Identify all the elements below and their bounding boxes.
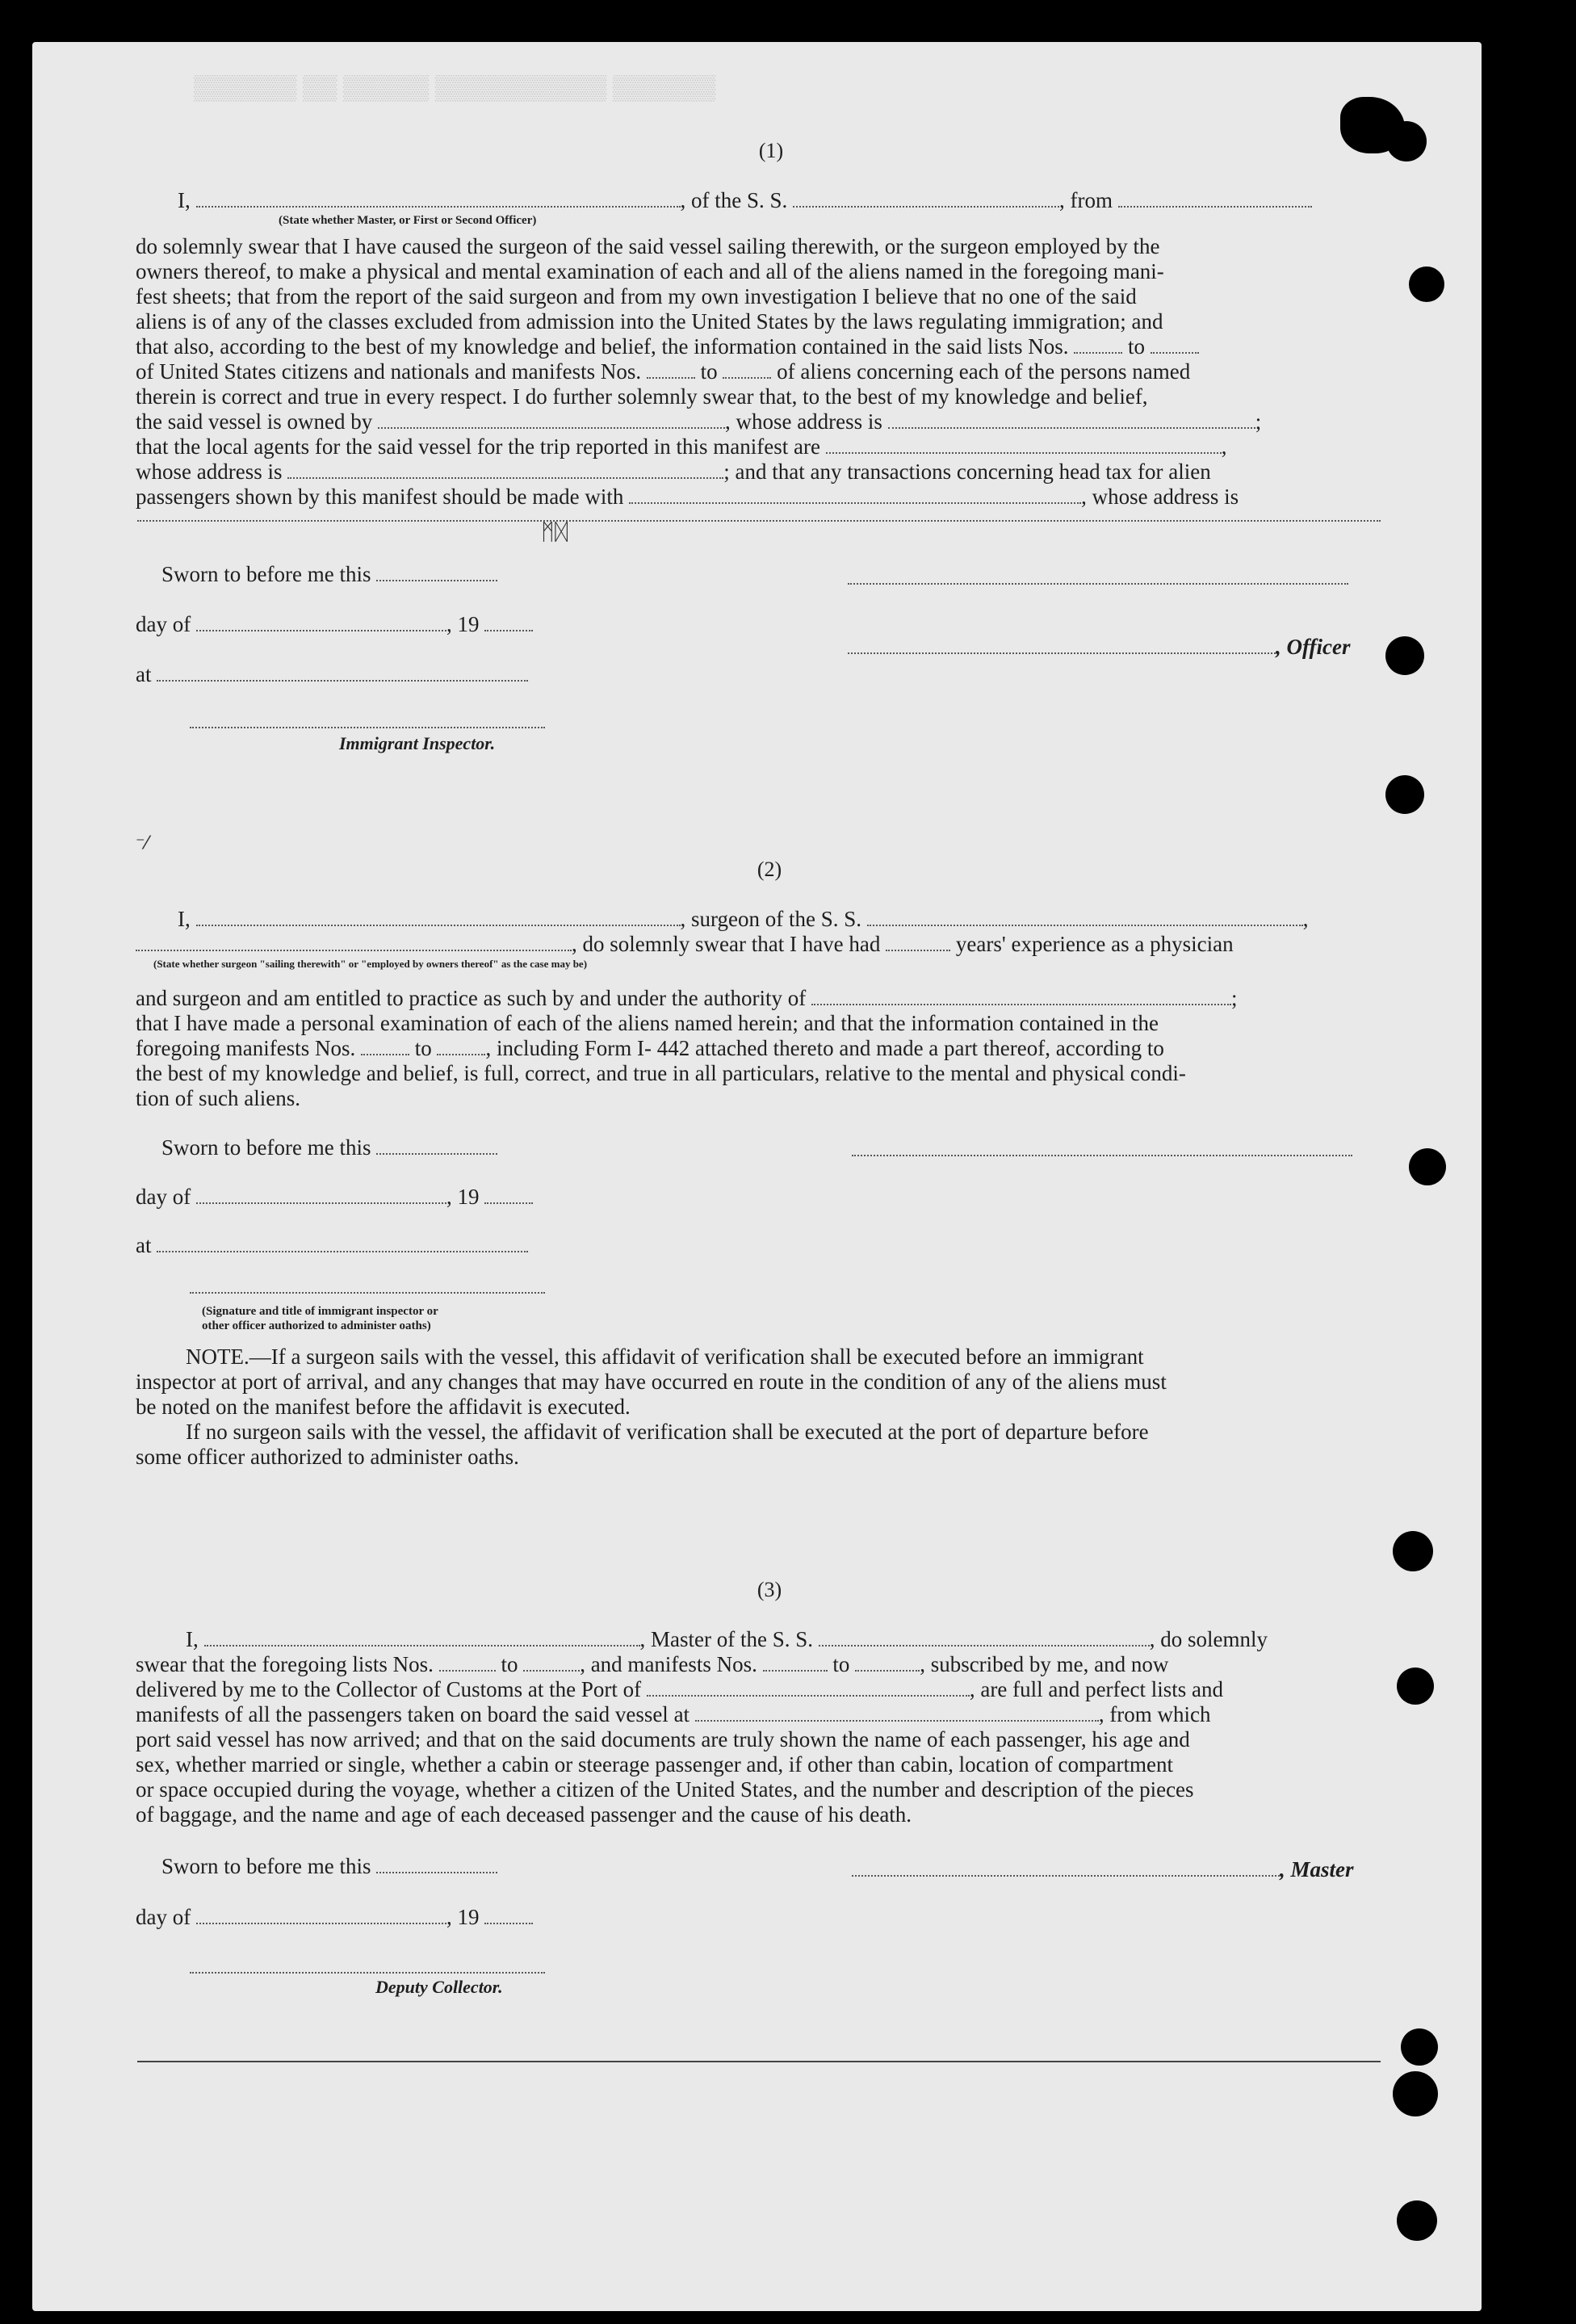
- s1-body-line-5: that also, according to the best of my knowledge and belief, the information contained in the said lists Nos. to: [136, 333, 1199, 359]
- s1-signature-line: [848, 583, 1348, 585]
- s1-line-1: I, , of the S. S. , from: [178, 187, 1312, 213]
- s3-master: , Master: [852, 1856, 1354, 1882]
- section-3-number: (3): [757, 1578, 782, 1601]
- s3-line-8: of baggage, and the name and age of each deceased passenger and the cause of his death.: [136, 1802, 912, 1827]
- s1-day-of: day of , 19: [136, 611, 533, 637]
- s2-line-7: tion of such aliens.: [136, 1086, 300, 1110]
- s2-note-1: NOTE.—If a surgeon sails with the vessel, this affidavit of verification shall be executed before an immigrant: [186, 1344, 1144, 1369]
- section-1-number: (1): [758, 139, 784, 162]
- s3-line-4: manifests of all the passengers taken on board the said vessel at , from which: [136, 1702, 1211, 1726]
- s2-line-4: that I have made a personal examination of each of the aliens named herein; and that the information contained in the: [136, 1011, 1159, 1035]
- s1-inspector-label: Immigrant Inspector.: [339, 733, 496, 753]
- s3-line-7: or space occupied during the voyage, whether a citizen of the United States, and the number and description of the pieces: [136, 1777, 1194, 1802]
- s2-note-3: be noted on the manifest before the affidavit is executed.: [136, 1395, 631, 1419]
- s2-at: at: [136, 1232, 528, 1258]
- s3-line-5: port said vessel has now arrived; and that on the said documents are truly shown the name of each passenger, his age and: [136, 1727, 1190, 1751]
- s2-line-6: the best of my knowledge and belief, is full, correct, and true in all particulars, relative to the mental and physical condi-: [136, 1061, 1186, 1085]
- bottom-rule: [137, 2061, 1381, 2062]
- punch-hole: [1385, 636, 1424, 675]
- s2-line-2: , do solemnly swear that I have had years' experience as a physician: [136, 931, 1234, 957]
- punch-hole: [1397, 2200, 1437, 2241]
- punch-hole: [1401, 2028, 1438, 2066]
- s3-line-3: delivered by me to the Collector of Customs at the Port of , are full and perfect lists and: [136, 1677, 1224, 1701]
- s1-sworn: Sworn to before me this: [161, 561, 497, 587]
- s3-line-2: swear that the foregoing lists Nos. to , and manifests Nos. to , subscribed by me, and now: [136, 1652, 1169, 1676]
- s2-inspector-line: [190, 1292, 545, 1294]
- punch-hole: [1393, 2071, 1438, 2116]
- punch-hole: [1409, 1148, 1446, 1185]
- s1-address-line: [137, 520, 1381, 522]
- s3-collector-line: [190, 1972, 545, 1974]
- s1-body-line-9: that the local agents for the said vessel for the trip reported in this manifest are ,: [136, 434, 1227, 459]
- punch-hole: [1409, 266, 1444, 302]
- s1-at: at: [136, 661, 528, 687]
- s2-state-note: (State whether surgeon "sailing therewith" or "employed by owners thereof" as the case may be): [153, 958, 588, 970]
- s1-body-line-10: whose address is ; and that any transactions concerning head tax for alien: [136, 459, 1211, 484]
- s3-line-6: sex, whether married or single, whether a cabin or steerage passenger and, if other than cabin, location of compartment: [136, 1752, 1174, 1777]
- s2-day-of: day of , 19: [136, 1184, 533, 1210]
- s2-sig-note-1: (Signature and title of immigrant inspector or: [202, 1305, 438, 1318]
- s2-note-4: If no surgeon sails with the vessel, the affidavit of verification shall be executed at the port of departure before: [186, 1420, 1149, 1444]
- section-2-number: (2): [757, 858, 782, 881]
- s3-day-of: day of , 19: [136, 1904, 533, 1930]
- s1-body-line-3: fest sheets; that from the report of the said surgeon and from my own investigation I believe that no one of the said: [136, 284, 1137, 308]
- s1-body-line-11: passengers shown by this manifest should be made with , whose address is: [136, 485, 1239, 509]
- s1-state-note: (State whether Master, or First or Second Officer): [279, 214, 537, 227]
- s1-body-line-1: do solemnly swear that I have caused the surgeon of the said vessel sailing therewith, or the surgeon employed by the: [136, 234, 1160, 258]
- s2-line-3: and surgeon and am entitled to practice as such by and under the authority of ;: [136, 986, 1238, 1010]
- s1-body-line-6: of United States citizens and nationals and manifests Nos. to of aliens concerning each of the persons named: [136, 359, 1191, 384]
- s1-body-line-4: aliens is of any of the classes excluded from admission into the United States by the laws regulating immigration; and: [136, 309, 1163, 333]
- s2-sig-note-2: other officer authorized to administer oaths): [202, 1319, 431, 1332]
- s1-body-line-2: owners thereof, to make a physical and mental examination of each and all of the aliens named in the foregoing mani-: [136, 259, 1164, 283]
- bleed-through-text: ▒▒▒▒▒▒ ▒▒ ▒▒▒▒▒ ▒▒▒▒▒▒▒▒▒▒ ▒▒▒▒▒▒: [194, 74, 716, 101]
- s1-inspector-line: [190, 727, 545, 728]
- s2-sworn: Sworn to before me this: [161, 1135, 497, 1160]
- s3-collector-label: Deputy Collector.: [375, 1977, 503, 1997]
- handwriting-mark: ᛗᛞ: [541, 518, 568, 545]
- stray-mark: ⁻⁄: [136, 833, 149, 854]
- s2-signature-line: [852, 1155, 1352, 1156]
- s2-note-5: some officer authorized to administer oaths.: [136, 1445, 519, 1469]
- s1-body-line-8: the said vessel is owned by , whose address is ;: [136, 409, 1262, 434]
- s3-sworn: Sworn to before me this: [161, 1853, 497, 1879]
- s2-note-2: inspector at port of arrival, and any changes that may have occurred en route in the condition of any of the aliens must: [136, 1370, 1167, 1394]
- punch-hole: [1393, 1531, 1433, 1571]
- s3-line-1: I, , Master of the S. S. , do solemnly: [186, 1627, 1268, 1651]
- s1-officer: , Officer: [848, 634, 1350, 660]
- s2-line-1: I, , surgeon of the S. S. ,: [178, 907, 1309, 931]
- punch-hole: [1385, 775, 1424, 814]
- punch-hole: [1397, 1667, 1434, 1705]
- s1-body-line-7: therein is correct and true in every respect. I do further solemnly swear that, to the best of my knowledge and belief,: [136, 384, 1148, 409]
- form-page: [32, 42, 1482, 2311]
- s2-line-5: foregoing manifests Nos. to , including Form I- 442 attached thereto and made a part thereof, according to: [136, 1036, 1164, 1060]
